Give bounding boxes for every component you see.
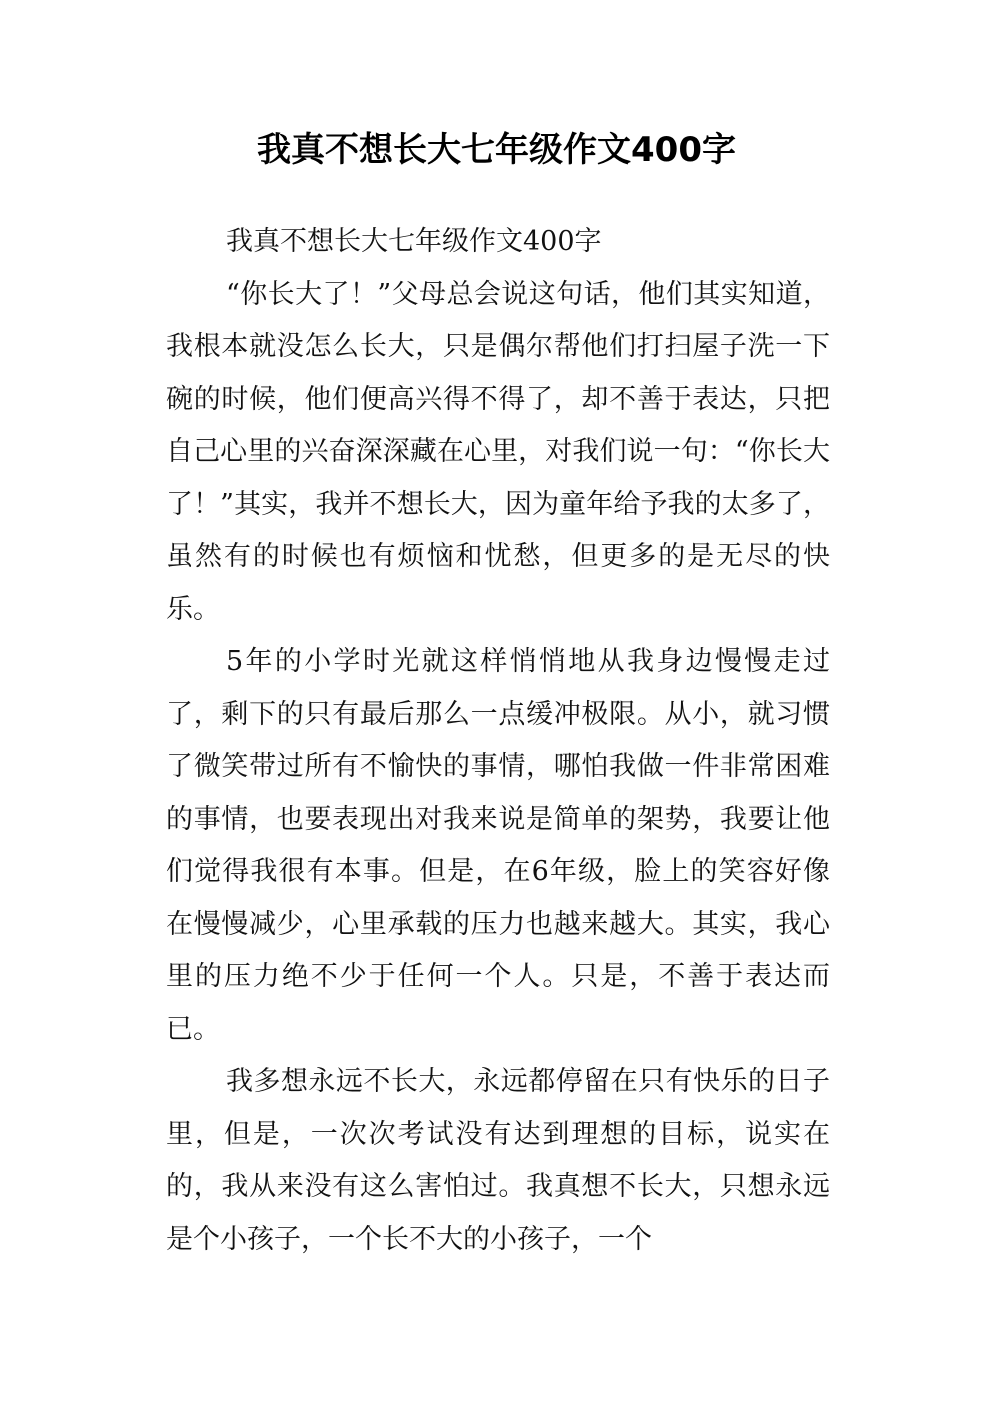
paragraph: 5年的小学时光就这样悄悄地从我身边慢慢走过了，剩下的只有最后那么一点缓冲极限。从小，就习惯了微笑带过所有不愉快的事情，哪怕我做一件非常困难的事情，也要表现出对我来说是简单的架势，我要让他们觉得我很有本事。但是，在6年级，脸上的笑容好像在慢慢减少，心里承载的压力也越来越大。其实，我心里的压力绝不少于任何一个人。只是，不善于表达而已。 [166,646,830,1045]
paragraph: “你长大了！”父母总会说这句话，他们其实知道，我根本就没怎么长大，只是偶尔帮他们打扫屋子洗一下碗的时候，他们便高兴得不得了，却不善于表达，只把自己心里的兴奋深深藏在心里，对我们说一句：“你长大了！”其实，我并不想长大，因为童年给予我的太多了，虽然有的时候也有烦恼和忧愁，但更多的是无尽的快乐。 [166,278,830,625]
document-title: 我真不想长大七年级作文400字 [257,130,736,170]
paragraph-heading-repeat: 我真不想长大七年级作文400字 [226,226,602,257]
paragraph: 我多想永远不长大，永远都停留在只有快乐的日子里，但是，一次次考试没有达到理想的目标，说实在的，我从来没有这么害怕过。我真想不长大，只想永远是个小孩子，一个长不大的小孩子，一个 [166,1066,830,1255]
document-body [166,216,830,1266]
